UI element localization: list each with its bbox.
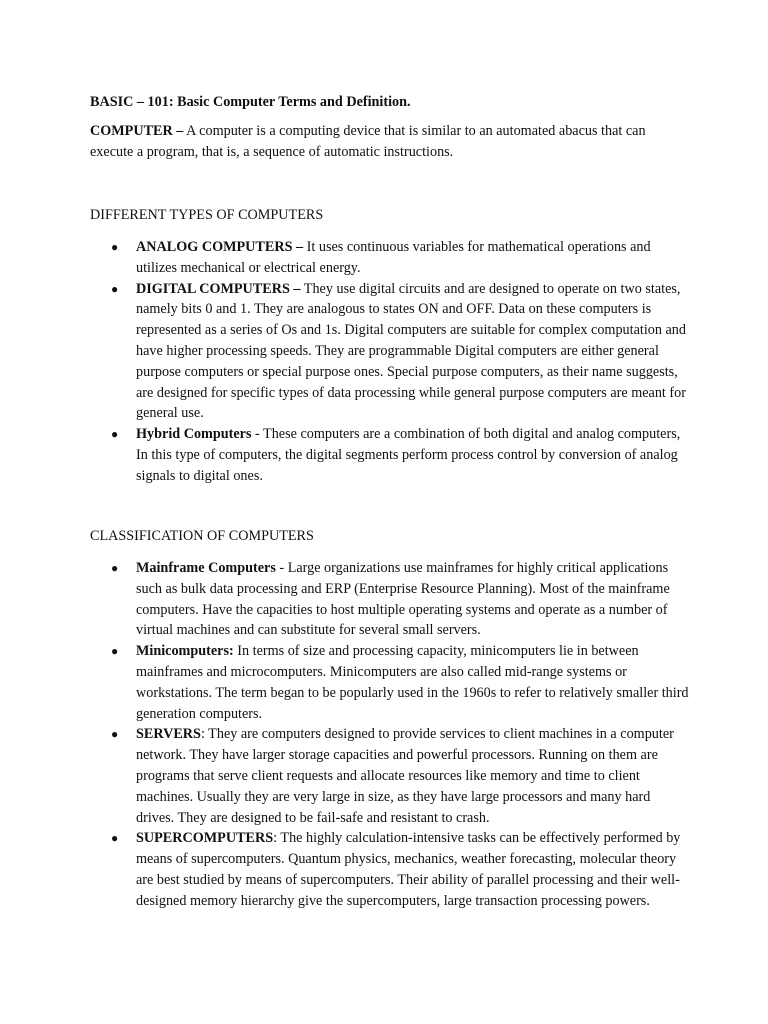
- list-item-supercomputers: [90, 828, 690, 911]
- bullet-icon: ●: [111, 727, 119, 742]
- section-heading-types: DIFFERENT TYPES OF COMPUTERS: [90, 207, 324, 223]
- intro-term: COMPUTER –: [90, 122, 184, 139]
- item-term: Mainframe Computers: [136, 560, 276, 576]
- bullet-icon: ●: [111, 644, 119, 659]
- item-text: - These computers are a combination of both digital and analog computers, In this type of computers, the digital segments perform process control by conversion of analog signals to digital ones.: [136, 426, 681, 484]
- item-term: ANALOG COMPUTERS –: [136, 239, 304, 255]
- item-text: - Large organizations use mainframes for highly critical applications such as bulk data processing and ERP (Enterprise Resource Planning). Most of the mainframe computers. Have the capacities to host multiple operating systems and operate as a number of virtual machines and can substitute for several small servers.: [136, 560, 670, 639]
- list-item-minicomputers: [90, 641, 690, 724]
- bullet-icon: ●: [111, 831, 119, 846]
- document-page: [90, 92, 690, 909]
- types-list: [90, 237, 690, 487]
- bullet-icon: ●: [111, 240, 119, 254]
- item-term: DIGITAL COMPUTERS –: [136, 280, 301, 297]
- bullet-icon: ●: [111, 427, 119, 442]
- item-term: Hybrid Computers: [136, 426, 252, 443]
- item-text: In terms of size and processing capacity, minicomputers lie in between mainframes and microcomputers. Minicomputers are also called mid-range systems or workstations. The term began to be popularly used in the 1960s to refer to relatively smaller third generation computers.: [136, 643, 689, 722]
- classification-list: [90, 558, 690, 912]
- item-term: SUPERCOMPUTERS: [136, 830, 274, 847]
- document-title: BASIC – 101: Basic Computer Terms and Definition.: [90, 94, 411, 110]
- intro-text: A computer is a computing device that is similar to an automated abacus that can execute a program, that is, a sequence of automatic instructions.: [90, 122, 646, 160]
- list-item-servers: [90, 724, 690, 828]
- list-item-mainframe: [90, 558, 690, 641]
- bullet-icon: ●: [111, 281, 119, 296]
- item-term: SERVERS: [136, 726, 201, 743]
- item-text: They use digital circuits and are designed to operate on two states, namely bits 0 and 1. They are analogous to states ON and OFF. Data on these computers is represented as a series of Os and 1s. Digital computers are suitable for complex computation and have higher processing speeds. They are programmable Digital computers are either general purpose computers or special purpose ones. Special purpose computers, as their name suggests, are designed for specific types of data processing while general purpose computers are meant for general use.: [136, 280, 686, 422]
- bullet-icon: ●: [111, 561, 119, 575]
- intro-paragraph: [90, 121, 690, 163]
- item-term: Minicomputers:: [136, 643, 234, 660]
- item-text: : The highly calculation-intensive tasks can be effectively performed by means of supercomputers. Quantum physics, mechanics, weather forecasting, molecular theory are best studied by means of supercomputers. Their ability of parallel processing and their well-designed memory hierarchy give the supercomputers, large transaction processing powers.: [136, 830, 681, 909]
- section-heading-classification: CLASSIFICATION OF COMPUTERS: [90, 528, 314, 544]
- item-text: : They are computers designed to provide services to client machines in a computer network. They have larger storage capacities and powerful processors. Running on them are programs that serve client requests and allocate resources like memory and time to client machines. Usually they are very large in size, as they have large processors and many hard drives. They are designed to be fail-safe and resistant to crash.: [136, 726, 674, 826]
- list-item-hybrid: [90, 424, 690, 486]
- list-item-analog: [90, 237, 690, 279]
- list-item-digital: [90, 279, 690, 425]
- item-text: It uses continuous variables for mathematical operations and utilizes mechanical or electrical energy.: [136, 239, 651, 276]
